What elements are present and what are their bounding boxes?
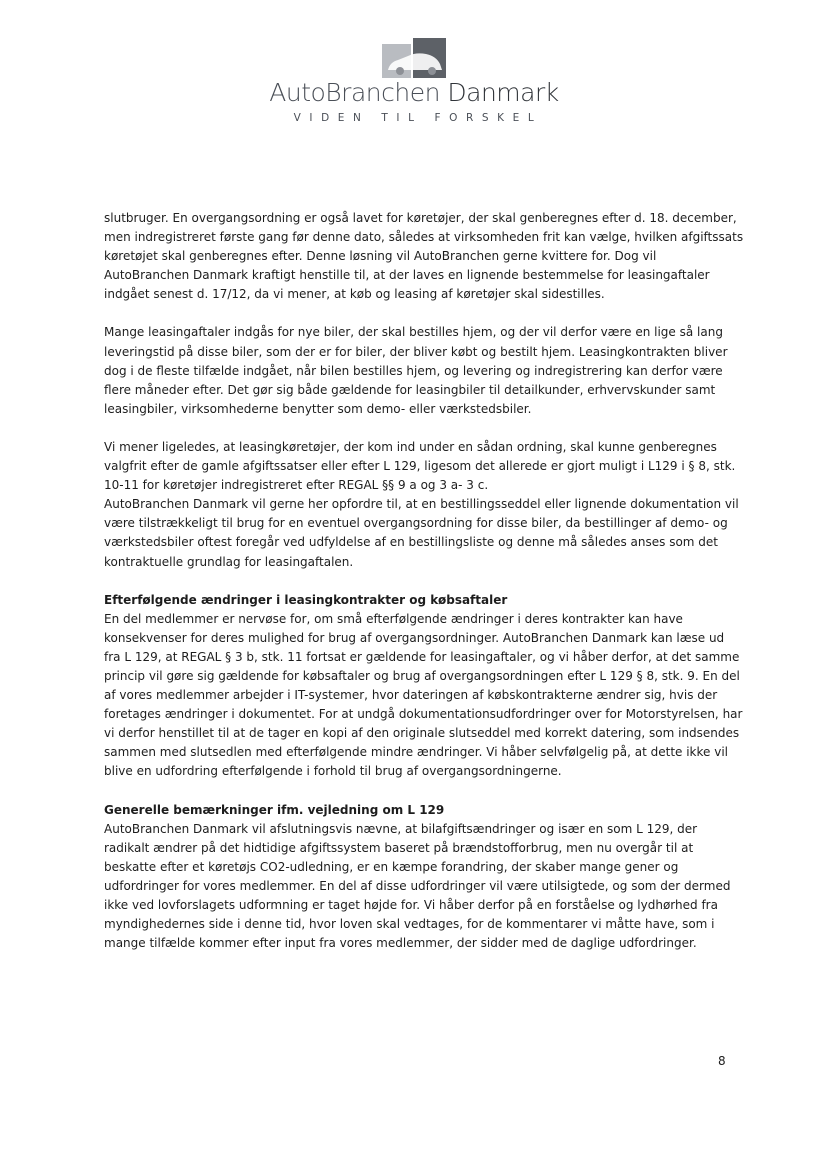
car-in-rectangles-icon [382,38,446,78]
header-logo [0,38,828,124]
brand-tagline: VIDEN TIL FORSKEL [293,112,543,124]
paragraph-3: Vi mener ligeledes, at leasingkøretøjer, der kom ind under en sådan ordning, skal kunne genberegnes valgfrit efter de gamle afgiftssatser eller efter L 129, ligesom det allerede er gjort muligt i L129 i § 8, stk. 10-11 for køretøjer indregistreret efter REGAL §§ 9 a og 3 a- 3 c. [104,439,736,493]
paragraph-4: AutoBranchen Danmark vil gerne her opfordre til, at en bestillingsseddel eller lignende dokumentation vil være tilstrækkeligt til brug for en eventuel overgangsordning for disse biler, da bestillinger af demo- og værkstedsbiler oftest foregår ved udfyldelse af en bestillingsliste og denne må således anses som det kontraktuelle grundlag for leasingaftalen. [104,497,739,569]
paragraph-5: En del medlemmer er nervøse for, om små efterfølgende ændringer i deres kontrakter kan have konsekvenser for deres mulighed for brug af overgangsordninger. AutoBranchen Danmark kan læse ud fra L 129, at REGAL § 3 b, stk. 11 fortsat er gældende for leasingaftaler, og vi håber derfor, at det samme princip vil gøre sig gældende for købsaftaler og brug af overgangsordningen efter L 129 § 8, stk. 9. En del af vores medlemmer arbejder i IT-systemer, hvor dateringen af købskontrakterne ændrer sig, hvis der foretages ændringer i dokumentet. For at undgå dokumentationsudfordringer over for Motorstyrelsen, har vi derfor henstillet til at de tager en kopi af den originale slutseddel med korrekt datering, som indsendes sammen med slutsedlen med efterfølgende mindre ændringer. Vi håber selvfølgelig på, at dette ikke vil blive en udfordring efterfølgende i forhold til brug af overgangsordningerne. [104,611,743,779]
paragraph-1: slutbruger. En overgangsordning er også lavet for køretøjer, der skal genberegnes efter d. 18. december, men indregistreret første gang før denne dato, således at virksomheden frit kan vælge, hvilken afgiftssats køretøjet skal genberegnes efter. Denne løsning vil AutoBranchen gerne kvittere for. Dog vil AutoBranchen Danmark kraftigt henstille til, at der laves en lignende bestemmelse for leasingaftaler indgået senest d. 17/12, da vi mener, at køb og leasing af køretøjer skal sidestilles. [104,211,744,302]
paragraph-2: Mange leasingaftaler indgås for nye biler, der skal bestilles hjem, og der vil derfor være en lige så lang leveringstid på disse biler, som der er for biler, der bliver købt og bestilt hjem. Leasingkontrakten bliver dog i de fleste tilfælde indgået, når bilen bestilles hjem, og levering og indregistrering kan derfor være flere måneder efter. Det gør sig både gældende for leasingbiler til detailkunder, erhvervskunder samt leasingbiler, virksomhederne benytter som demo- eller værkstedsbiler. [104,325,728,416]
brand-name-part1: AutoBranchen [269,78,448,107]
document-body [104,209,744,972]
section-heading-1: Efterfølgende ændringer i leasingkontrakter og købsaftaler [104,592,508,607]
page-number: 8 [718,1054,726,1068]
brand-name [0,78,828,108]
brand-name-part2: Danmark [447,78,559,107]
paragraph-6: AutoBranchen Danmark vil afslutningsvis nævne, at bilafgiftsændringer og især en som L 129, der radikalt ændrer på det hidtidige afgiftssystem baseret på brændstofforbrug, men nu overgår til at beskatte efter et køretøjs CO2-udledning, er en kæmpe forandring, der skaber mange gener og udfordringer for vores medlemmer. En del af disse udfordringer vil være utilsigtede, og som der dermed ikke ved lovforslagets udformning er taget højde for. Vi håber derfor på en forståelse og lydhørhed fra myndighedernes side i denne tid, hvor loven skal vedtages, for de kommentarer vi måtte have, som i mange tilfælde kommer efter input fra vores medlemmer, der sidder med de daglige udfordringer. [104,821,731,951]
section-heading-2: Generelle bemærkninger ifm. vejledning om L 129 [104,802,445,817]
